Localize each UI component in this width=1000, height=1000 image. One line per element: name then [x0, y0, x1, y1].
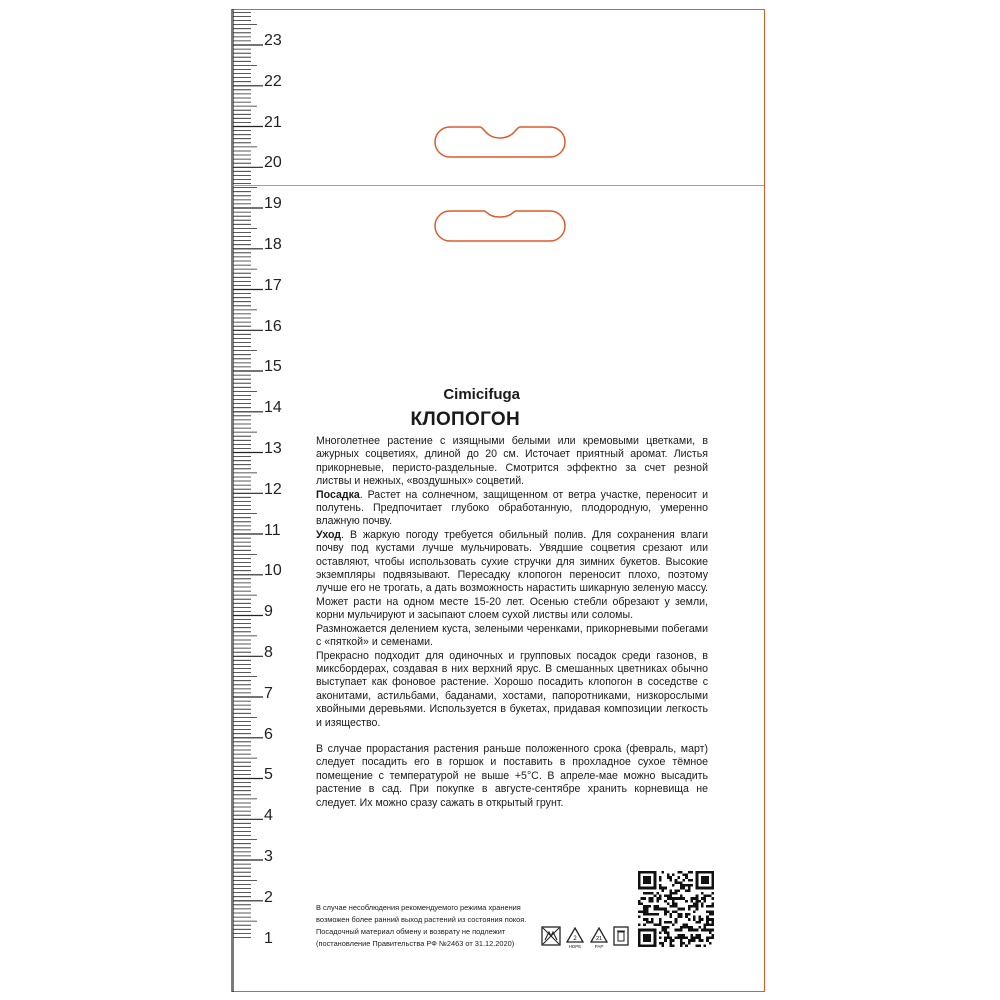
hdpe-caption: HDPE	[568, 944, 582, 949]
intro-paragraph: Многолетнее растение с изящными белыми или кремовыми цветками, в ажурных соцветиях, длиной до 20 см. Источает приятный аромат. Листья прикорневые, перисто-раздельные. Смотрится эффектно за счет резной листвы и нежных, «воздушных» соцветий.	[316, 435, 708, 488]
storage-paragraph: В случае прорастания растения раньше положенного срока (февраль, март) следует посадить его в горшок и поставить в прохладное сухое тёмное помещение с температурой не выше +5°С. В апреле-мае можно высадить растение в сад. При покупке в августе-сентябре хранить корневища не следует. Их можно сразу сажать в открытый грунт.	[316, 742, 708, 809]
ruler-number: 5	[264, 766, 273, 784]
ruler-number: 23	[264, 32, 282, 49]
latin-name: Cimicifuga	[443, 386, 520, 403]
warning-line: (постановление Правительства РФ №2463 от 31.12.2020)	[316, 939, 515, 948]
ruler-number: 13	[264, 440, 282, 457]
care-paragraph	[316, 529, 708, 623]
qr-code-icon	[638, 871, 714, 947]
propagation-paragraph: Размножается делением куста, зелеными черенками, прикорневыми побегами с «пяткой» и семенами.	[316, 622, 708, 649]
care-label: Уход	[316, 528, 342, 541]
ruler-number: 10	[264, 562, 282, 580]
russian-name: КЛОПОГОН	[410, 409, 520, 430]
ruler-number: 22	[264, 72, 282, 90]
svg-text:2: 2	[573, 936, 577, 942]
recycle-pap-icon	[589, 926, 609, 949]
recycle-hdpe-icon	[565, 926, 585, 949]
care-text: . В жаркую погоду требуется обильный полив. Для сохранения влаги почву под кустами лучше мульчировать. Увядшие соцветия срезают или оставляют, чтобы использовать сухие стручки для зимних букетов. Высокие экземпляры подвязывают. Пересадку клопогон переносит плохо, поэтому лучше его не трогать, а дать возможность нарастить шикарную зеленую массу. Может расти на одном месте 15-20 лет. Осенью стебли обрезают у земли, корни мульчируют и засыпают слоем сухой листвы или соломы.	[316, 528, 708, 622]
ruler-number: 6	[264, 725, 273, 743]
ruler-number: 21	[264, 113, 282, 131]
ruler-number: 18	[264, 236, 282, 253]
svg-text:21: 21	[595, 936, 603, 942]
warning-line: возможен более ранний выход растений из состояния покоя.	[316, 915, 527, 924]
ruler-number: 8	[264, 644, 273, 661]
usage-paragraph: Прекрасно подходит для одиночных и групповых посадок среди газонов, в миксбордерах, создавая в них верхний ярус. В смешанных цветниках обычно выступает как фоновое растение. Хорошо посадить клопогон в соседстве с аконитами, астильбами, баданами, хостами, папоротниками, низкорослыми хвойными деревьями. Используется в букетах, придавая композиции легкость и изящество.	[316, 649, 708, 729]
ruler-number: 17	[264, 276, 282, 294]
fold-line	[233, 185, 764, 186]
ruler-number: 16	[264, 317, 282, 335]
ruler-number: 20	[264, 154, 282, 172]
warning-line: Посадочный материал обмену и возврату не подлежит	[316, 927, 506, 936]
ruler-number: 4	[264, 807, 273, 825]
warning-line: В случае несоблюдения рекомендуемого режима хранения	[316, 903, 521, 912]
storage-warning	[316, 902, 556, 950]
ruler-number: 12	[264, 480, 282, 498]
ruler-number: 11	[264, 521, 281, 539]
ruler-number: 15	[264, 358, 282, 376]
ruler-number: 9	[264, 603, 273, 621]
ruler-number: 19	[264, 195, 282, 213]
recycle-icons	[541, 926, 629, 949]
planting-text: . Растет на солнечном, защищенном от ветра участке, переносит и полутень. Предпочитает глубоко обработанную, плодородную, умеренно влажную почву.	[316, 488, 708, 528]
no-food-contact-icon	[541, 926, 561, 946]
ruler-number: 14	[264, 399, 282, 417]
ruler-number: 7	[264, 684, 273, 702]
trash-bin-icon	[613, 926, 629, 946]
pap-caption: PAP	[594, 944, 604, 949]
ruler-number: 3	[264, 848, 273, 865]
description	[316, 435, 708, 810]
hang-hole-top-icon	[432, 124, 568, 160]
hang-hole-bottom-icon	[432, 208, 568, 244]
planting-paragraph	[316, 489, 708, 529]
ruler-number: 2	[264, 888, 273, 906]
ruler-number: 1	[264, 929, 273, 947]
planting-label: Посадка	[316, 488, 360, 501]
